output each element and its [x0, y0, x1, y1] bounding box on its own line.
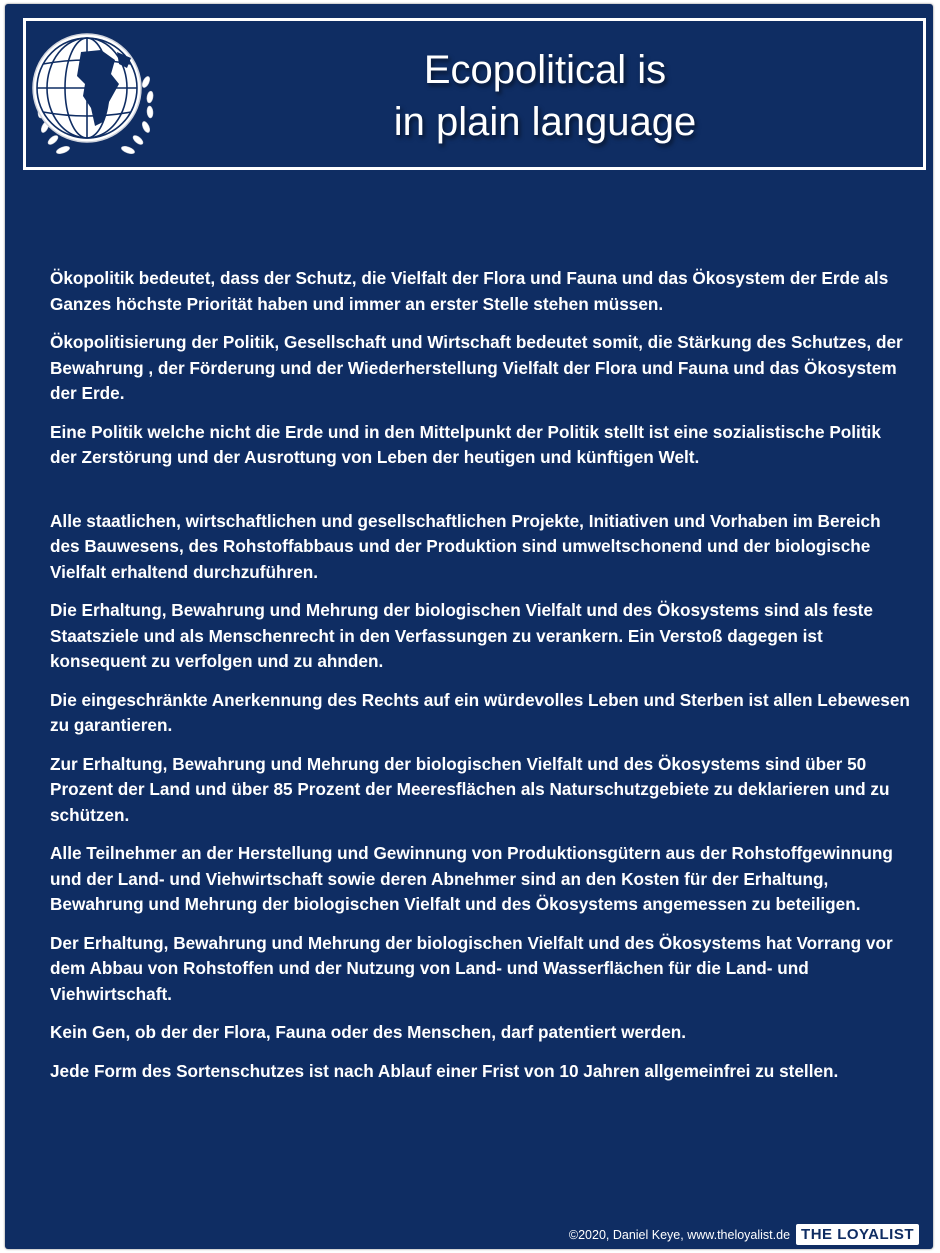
brand-logo: THE LOYALIST: [796, 1224, 919, 1245]
paragraph: Kein Gen, ob der der Flora, Fauna oder des Menschen, darf patentiert werden.: [50, 1022, 687, 1042]
poster: [5, 4, 933, 1249]
header-border-top: [23, 18, 926, 21]
globe-laurel-icon: [23, 22, 168, 172]
copyright-credit: ©2020, Daniel Keye, www.theloyalist.de: [568, 1227, 791, 1242]
title-line-1: Ecopolitical is: [423, 48, 667, 92]
paragraph: Jede Form des Sortenschutzes ist nach Ablauf einer Frist von 10 Jahren allgemeinfrei zu stellen.: [50, 1060, 839, 1081]
paragraph: Alle staatlichen, wirtschaftlichen und gesellschaftlichen Projekte, Initiativen und Vorhaben im Bereich des Bauwesens, des Rohstoffabbaus und der Produktion sind umweltschonend und der biologische Vielfalt erhaltend durchzuführen.: [50, 510, 881, 582]
page-title: [335, 44, 755, 148]
header-border-right: [923, 18, 926, 170]
paragraph: Eine Politik welche nicht die Erde und in den Mittelpunkt der Politik stellt ist eine sozialistische Politik der Zerstörung und der Ausrottung von Leben der heutigen und künftigen Welt.: [50, 421, 881, 467]
paragraph: Die Erhaltung, Bewahrung und Mehrung der biologischen Vielfalt und des Ökosystems sind als feste Staatsziele und als Menschenrecht in den Verfassungen zu verankern. Ein Verstoß dagegen ist konsequent zu verfolgen und zu ahnden.: [50, 600, 873, 671]
footer: [569, 1224, 919, 1245]
paragraph: Zur Erhaltung, Bewahrung und Mehrung der biologischen Vielfalt und des Ökosystems sind über 50 Prozent der Land und über 85 Prozent der Meeresflächen als Naturschutzgebiete zu deklarieren und zu schützen.: [50, 753, 890, 825]
paragraph: Der Erhaltung, Bewahrung und Mehrung der biologischen Vielfalt und des Ökosystems hat Vorrang vor dem Abbau von Rohstoffen und der Nutzung von Land- und Wasserflächen für die Land- und Viehwirtschaft.: [50, 932, 893, 1004]
body-text: [50, 266, 910, 1097]
title-line-2: in plain language: [393, 100, 697, 144]
paragraph: Die eingeschränkte Anerkennung des Rechts auf ein würdevolles Leben und Sterben ist allen Lebewesen zu garantieren.: [50, 689, 910, 735]
paragraph: Ökopolitisierung der Politik, Gesellschaft und Wirtschaft bedeutet somit, die Stärkung des Schutzes, der Bewahrung , der Förderung und der Wiederherstellung Vielfalt der Flora und Fauna und das Ökosystem der Erde.: [50, 332, 903, 403]
paragraph: Alle Teilnehmer an der Herstellung und Gewinnung von Produktionsgütern aus der Rohstoffgewinnung und der Land- und Viehwirtschaft sowie deren Abnehmer sind an den Kosten für der Erhaltung, Bewahrung und Mehrung der biologischen Vielfalt und des Ökosystems angemessen zu beteiligen.: [50, 843, 893, 914]
paragraph: Ökopolitik bedeutet, dass der Schutz, die Vielfalt der Flora und Fauna und das Ökosystem der Erde als Ganzes höchste Priorität haben und immer an erster Stelle stehen müssen.: [50, 268, 889, 314]
